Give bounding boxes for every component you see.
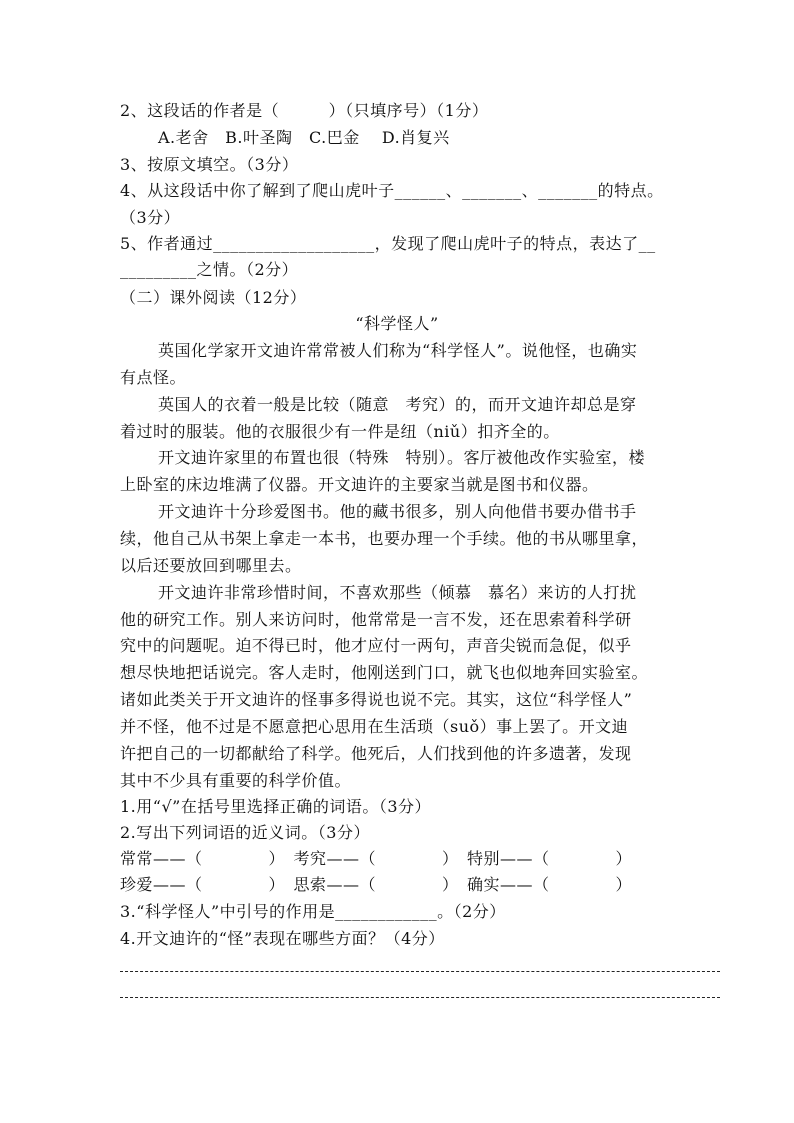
article-line: 以后还要放回到哪里去。: [120, 556, 302, 575]
exercise-1: 1.用“√”在括号里选择正确的词语。（3分）: [120, 797, 432, 816]
question-4-line2: （3分）: [120, 208, 181, 227]
exercise-4: 4.开文迪许的“怪”表现在哪些方面？（4分）: [120, 929, 445, 948]
article-line: 开文迪许非常珍惜时间，不喜欢那些（倾慕 慕名）来访的人打扰: [158, 583, 637, 602]
question-4-line1: 4、从这段话中你了解到了爬山虎叶子______、_______、_______的特点。: [120, 181, 664, 200]
synonym-row-2: 珍爱——（ ） 思索——（ ） 确实——（ ）: [120, 875, 633, 894]
article-line: 究中的问题呢。迫不得已时，他才应付一两句，声音尖锐而急促，似乎: [120, 636, 632, 655]
question-5-line2: _________之情。（2分）: [120, 260, 299, 279]
article-line: 英国人的衣着一般是比较（随意 考究）的，而开文迪许却总是穿: [158, 395, 637, 414]
article-line: 英国化学家开文迪许常常被人们称为“科学怪人”。说他怪，也确实: [158, 341, 638, 360]
article-line: 开文迪许十分珍爱图书。他的藏书很多，别人向他借书要办借书手: [158, 502, 637, 521]
article-line: 他的研究工作。别人来访问时，他常常是一言不发，还在思索着科学研: [120, 610, 632, 629]
article-line: 上卧室的床边堆满了仪器。开文迪许的主要家当就是图书和仪器。: [120, 475, 599, 494]
synonym-row-1: 常常——（ ） 考究——（ ） 特别——（ ）: [120, 849, 633, 868]
article-title: “科学怪人”: [355, 314, 439, 333]
article-line: 续，他自己从书架上拿走一本书，也要办理一个手续。他的书从哪里拿，: [120, 529, 649, 548]
article-line: 有点怪。: [120, 368, 187, 387]
question-3: 3、按原文填空。（3分）: [120, 155, 299, 174]
exercise-2: 2.写出下列词语的近义词。（3分）: [120, 823, 370, 842]
question-2-options: A.老舍 B.叶圣陶 C.巴金 D.肖复兴: [158, 128, 450, 147]
article-line: 其中不少具有重要的科学价值。: [120, 771, 352, 790]
answer-line[interactable]: [120, 971, 720, 972]
article-line: 许把自己的一切都献给了科学。他死后，人们找到他的许多遗著，发现: [120, 744, 632, 763]
article-line: 着过时的服装。他的衣服很少有一件是纽（niǔ）扣齐全的。: [120, 422, 560, 441]
article-line: 并不怪，他不过是不愿意把心思用在生活琐（suǒ）事上罢了。开文迪: [120, 717, 629, 736]
exercise-3: 3.“科学怪人”中引号的作用是____________。（2分）: [120, 902, 506, 921]
section-heading: （二）课外阅读（12分）: [120, 288, 307, 307]
question-5-line1: 5、作者通过___________________，发现了爬山虎叶子的特点，表达了__: [120, 234, 656, 253]
article-line: 开文迪许家里的布置也很（特殊 特别）。客厅被他改作实验室，楼: [158, 448, 646, 467]
article-line: 想尽快地把话说完。客人走时，他刚送到门口，就飞也似地奔回实验室。: [120, 663, 649, 682]
answer-line[interactable]: [120, 997, 720, 998]
article-line: 诸如此类关于开文迪许的怪事多得说也说不完。其实，这位“科学怪人”: [120, 690, 633, 709]
question-2: 2、这段话的作者是（ ）（只填序号）（1分）: [120, 101, 489, 120]
